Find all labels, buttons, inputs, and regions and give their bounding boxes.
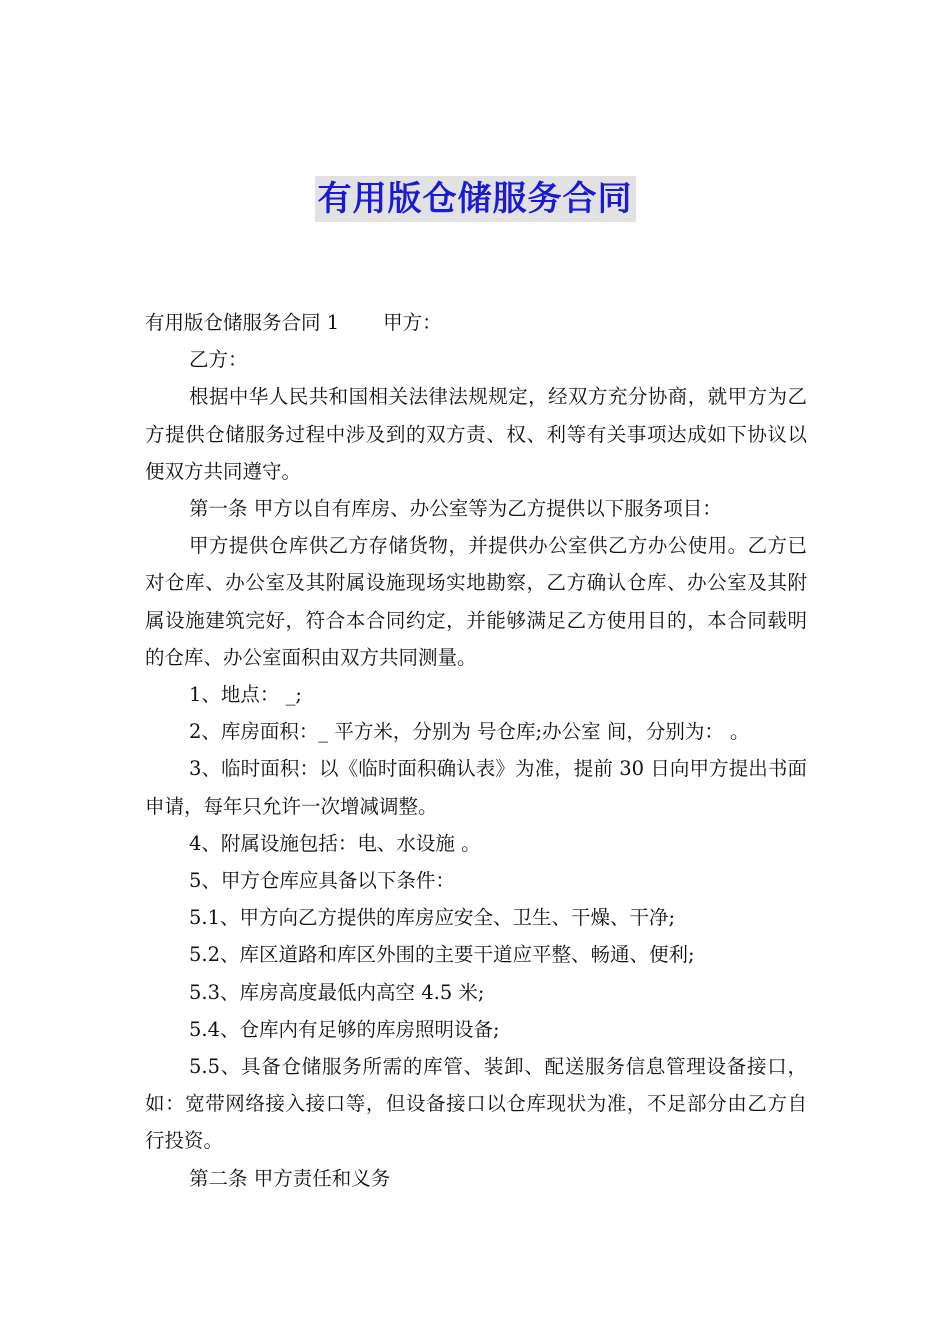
clause-5-4: 5.4、仓库内有足够的库房照明设备;	[189, 1017, 500, 1041]
title-container	[0, 176, 950, 222]
document-title: 有用版仓储服务合同	[315, 176, 636, 222]
clause-3-temporary-area: 3、临时面积：以《临时面积确认表》为准，提前 30 日向甲方提出书面申请，每年只允许一次增减调整。	[145, 757, 807, 818]
clause-4-facilities: 4、附属设施包括：电、水设施 。	[189, 831, 481, 855]
clause-5-2: 5.2、库区道路和库区外围的主要干道应平整、畅通、便利;	[189, 943, 695, 967]
party-b-label: 乙方：	[189, 348, 248, 372]
header-line	[145, 304, 807, 341]
article-1-heading: 第一条 甲方以自有库房、办公室等为乙方提供以下服务项目：	[189, 497, 722, 521]
clause-1-location: 1、地点： _;	[189, 683, 302, 707]
document-body	[145, 304, 807, 1197]
paragraph-article-1-body: 甲方提供仓库供乙方存储货物，并提供办公室供乙方办公使用。乙方已对仓库、办公室及其附属设施现场实地勘察，乙方确认仓库、办公室及其附属设施建筑完好，符合本合同约定，并能够满足乙方使用目的，本合同载明的仓库、办公室面积由双方共同测量。	[145, 534, 807, 669]
clause-5-conditions: 5、甲方仓库应具备以下条件：	[189, 869, 455, 893]
clause-5-1: 5.1、甲方向乙方提供的库房应安全、卫生、干燥、干净;	[189, 906, 676, 930]
party-a-label: 甲方：	[383, 311, 442, 334]
clause-2-area: 2、库房面积：_ 平方米，分别为 号仓库;办公室 间，分别为： 。	[189, 720, 750, 744]
clause-5-3: 5.3、库房高度最低内高空 4.5 米;	[189, 980, 485, 1004]
contract-heading-label: 有用版仓储服务合同 1	[145, 311, 340, 334]
clause-5-5: 5.5、具备仓储服务所需的库管、装卸、配送服务信息管理设备接口，如：宽带网络接入接口等，但设备接口以仓库现状为准，不足部分由乙方自行投资。	[145, 1055, 807, 1153]
paragraph-preamble: 根据中华人民共和国相关法律法规规定，经双方充分协商，就甲方为乙方提供仓储服务过程中涉及到的双方责、权、利等有关事项达成如下协议以便双方共同遵守。	[145, 385, 807, 483]
article-2-heading: 第二条 甲方责任和义务	[189, 1166, 391, 1190]
